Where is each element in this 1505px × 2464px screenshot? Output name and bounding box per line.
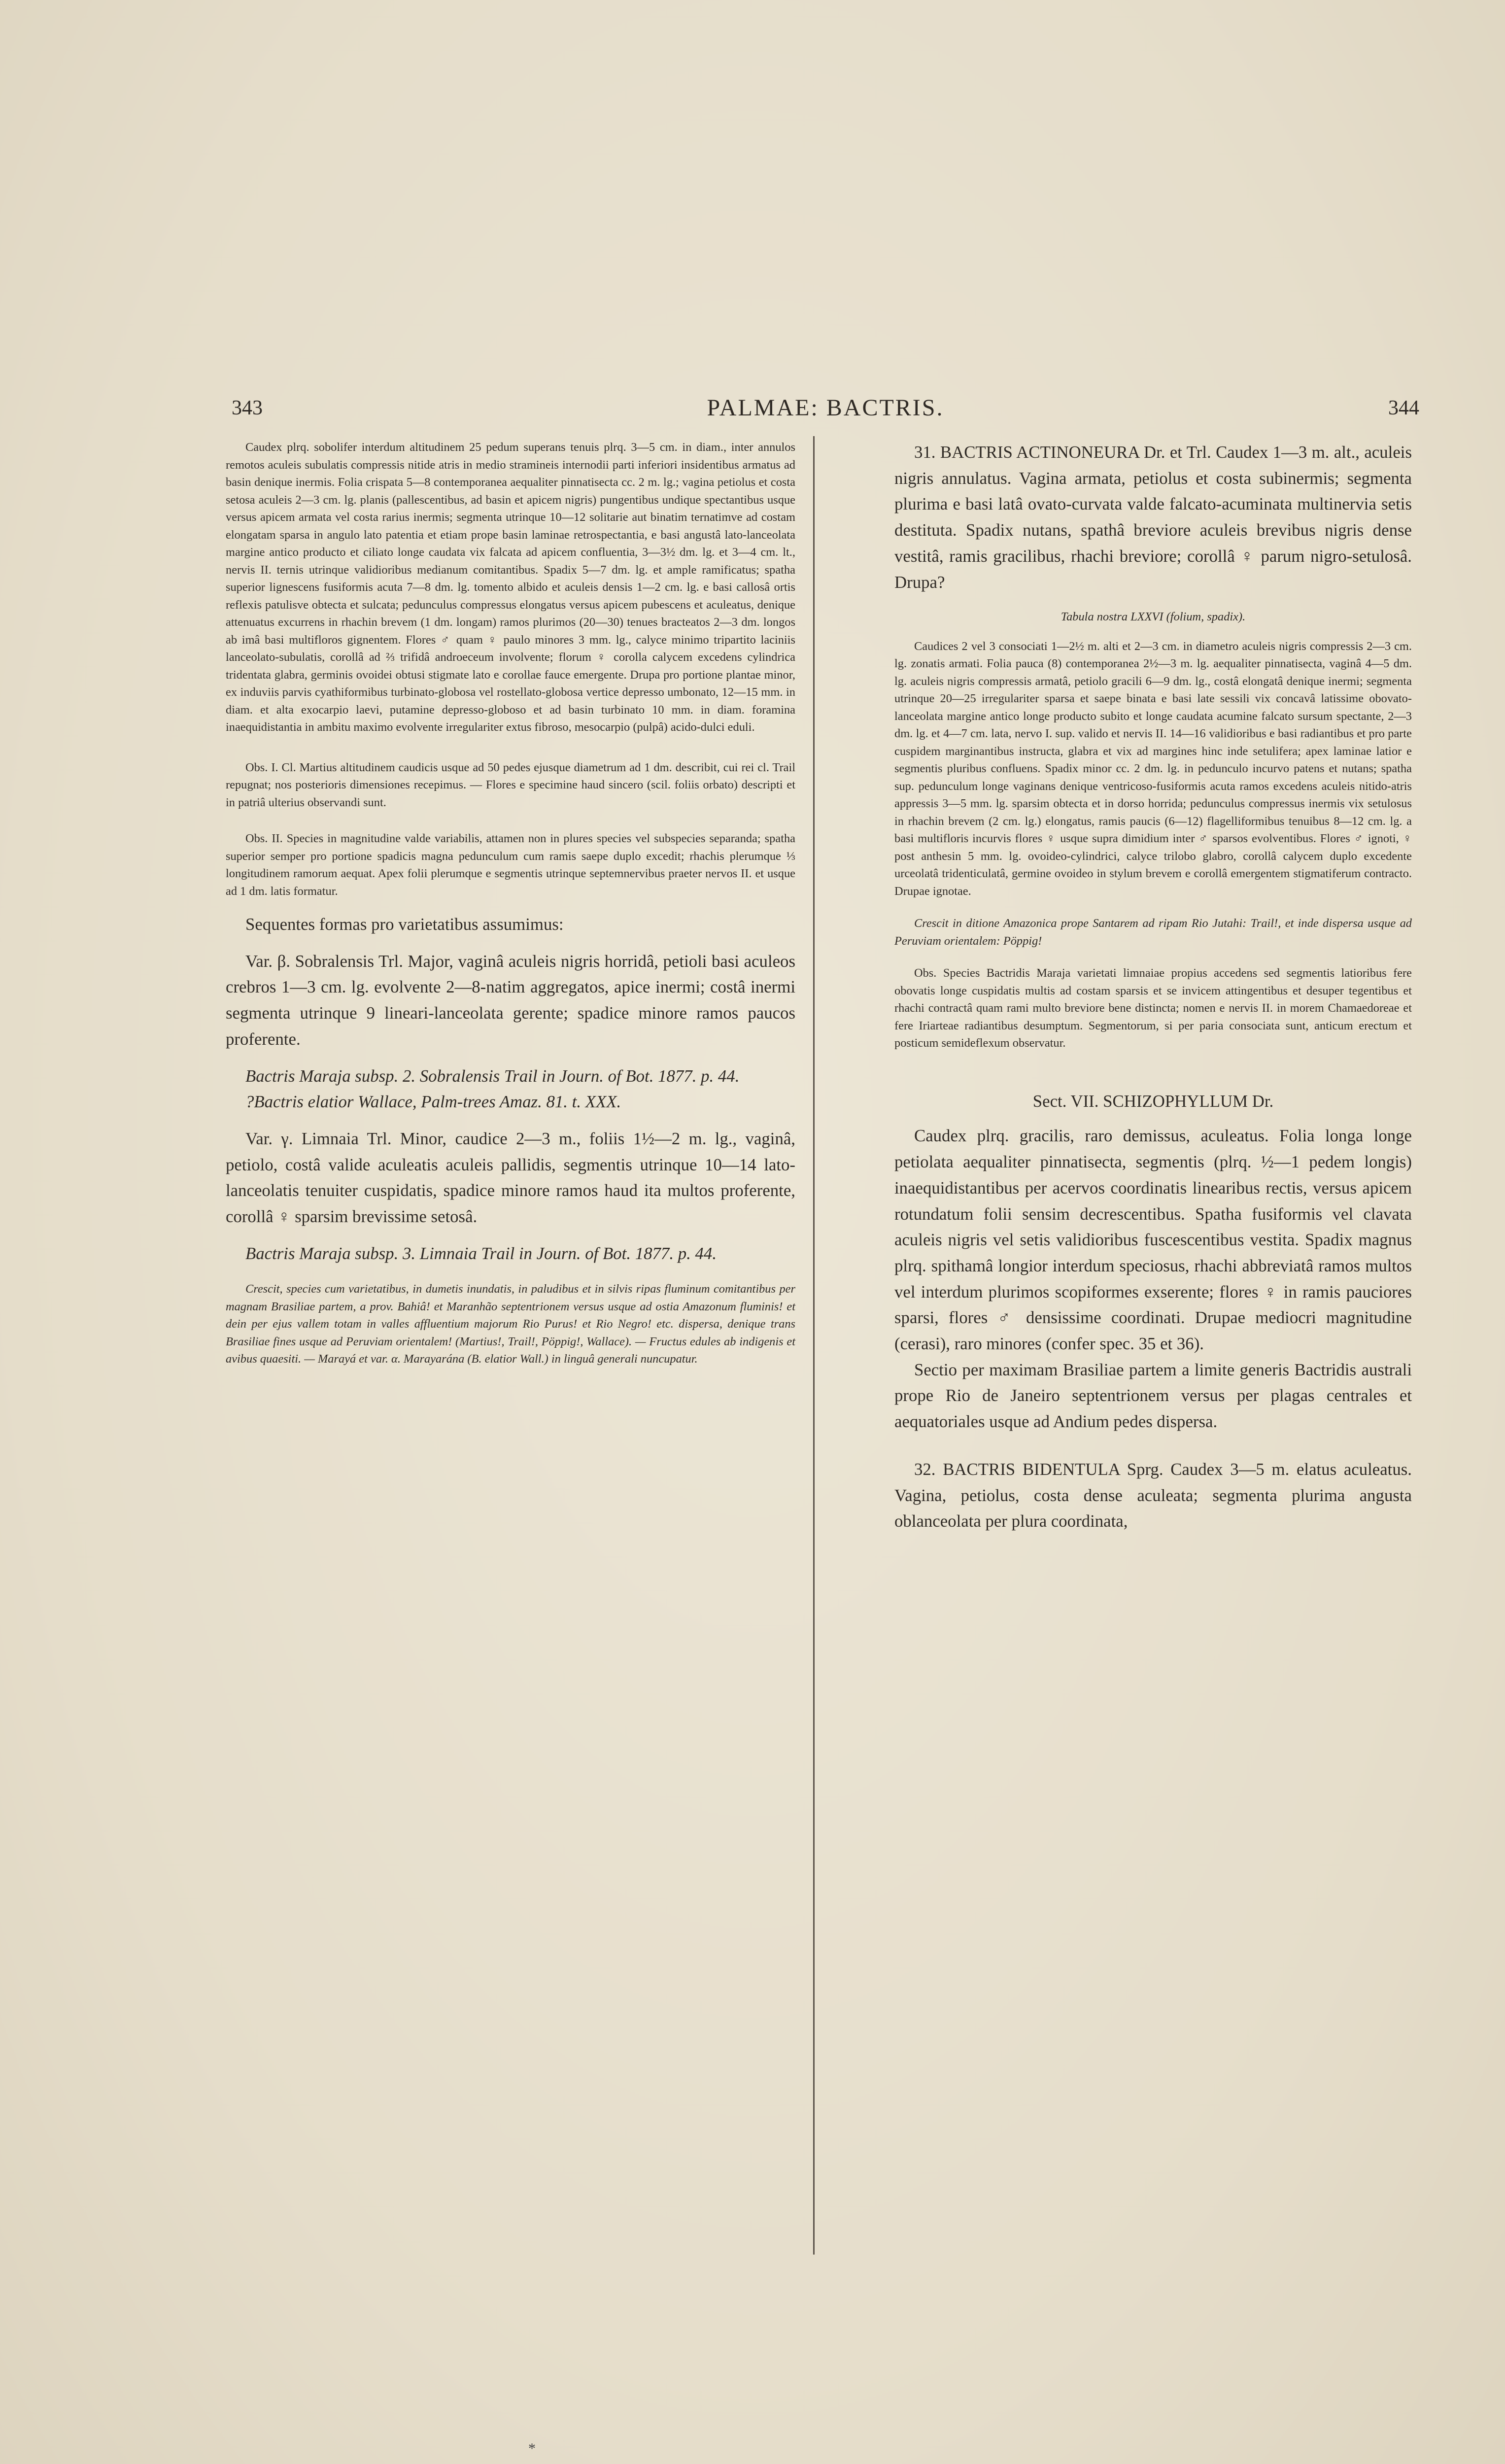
section-heading: Sect. VII. SCHIZOPHYLLUM Dr. — [1032, 1091, 1274, 1111]
observation-2: Obs. II. Species in magnitudine valde variabilis, attamen non in plures species vel subspecies separanda; spatha superior semper pro portione spadicis magna pedunculum cum ramis saepe duplo excedit; rhachis plerumque ⅓ longitudinem ramorum aequat. Apex folii plerumque e segmentis utrinque septemnervibus praeter nervos II. et usque ad 1 dm. latis formatur. — [226, 832, 795, 898]
species-31-observation: Obs. Species Bactridis Maraja varietati limnaiae propius accedens sed segmentis latioribus fere obovatis longe cuspidatis multis ad costam sparsis et se invicem attingentibus et desuper tegentibus et rhachi contractâ quam rami multo breviore bene distincta; nomen e nervis II. in morem Chamaedoreae et fere Iriarteae radiantibus desumptum. Segmentorum, si per paria consociata sunt, anticum erectum et posticum semideflexum observatur. — [894, 966, 1412, 1050]
section-distribution: Sectio per maximam Brasiliae partem a limite generis Bactridis australi prope Rio de Janeiro septentrionem versus per plagas centrales et aequatoriales usque ad Andium pedes dispersa. — [894, 1360, 1412, 1432]
page-number-left: 343 — [232, 397, 263, 419]
column-divider — [813, 436, 815, 2255]
varieties-intro: Sequentes formas pro varietatibus assumimus: — [245, 915, 564, 934]
species-31-description: Caudices 2 vel 3 consociati 1—2½ m. alti et 2—3 cm. in diametro aculeis nigris compressis 2—3 cm. lg. zonatis armati. Folia pauca (8) contemporanea 2½—3 m. lg. aequaliter pinnatisecta, vaginâ 4—5 dm. lg. aculeis nigris compressis armatâ, petiolo gracili 6—9 dm. lg., costâ elongatâ denique inermi; segmenta utrinque 20—25 irregulariter sparsa et saepe binata e basi late sessili vix concavâ latissime obovato-lanceolata margine antico longe producto subito et longe caudata acumine falcato sursum spectante, 2—3 dm. lg. et 4—7 cm. lata, nervo I. sup. valido et nervis II. 14—16 validioribus e basi radiantibus et pro parte cuspidem marginantibus instructa, glabra et vix ad margines hinc inde setulifera; apex laminae latior e segmentis pluribus confluens. Spadix minor cc. 2 dm. lg. in pedunculo incurvo patens et nutans; spatha sup. pedunculum longe vaginans denique ventricoso-fusiformis acuta ramos excedens aculeis nitido-atris appressis 3—5 mm. lg. sparsim obtecta et in dorso horrida; pedunculus compressus inermis vix setulosus in rhachin brevem (2 cm. lg.) elongatus, ramis paucis (6—12) flagelliformibus tenuibus 8—12 cm. lg. a basi multifloris incurvis flores ♀ usque supra dimidium inter ♂ sparsos evolventibus. Flores ♂ ignoti, ♀ post anthesin 5 mm. lg. ovoideo-cylindrici, calyce trilobo glabro, corollâ calycem duplo excedente urceolatâ tridenticulatâ, germine ovoideo in stylum brevem e corollâ emergentem stigmatiferum contracto. Drupae ignotae. — [894, 639, 1412, 898]
footer-mark: * — [528, 2440, 536, 2457]
running-head: PALMAE: BACTRIS. — [707, 395, 944, 421]
observation-1: Obs. I. Cl. Martius altitudinem caudicis usque ad 50 pedes ejusque diametrum ad 1 dm. describit, cui rei cl. Trail repugnat; nos posterioris dimensiones recepimus. — Flores e specimine haud sincero (scil. foliis orbato) descripti et in patriâ ulterius observandi sunt. — [226, 760, 795, 809]
plate-reference: Tabula nostra LXXVI (folium, spadix). — [1060, 610, 1246, 624]
variety-gamma-ref: Bactris Maraja subsp. 3. Limnaia Trail in Journ. of Bot. 1877. p. 44. — [245, 1243, 717, 1263]
right-column — [894, 439, 1412, 1535]
species-31-habitat: Crescit in ditione Amazonica prope Santarem ad ripam Rio Jutahi: Trail!, et inde dispersa usque ad Peruviam orientalem: Pöppig! — [894, 917, 1412, 948]
page-number-right: 344 — [1388, 397, 1419, 419]
page-header — [232, 396, 1419, 426]
section-description: Caudex plrq. gracilis, raro demissus, aculeatus. Folia longa longe petiolata aequaliter pinnatisecta, segmentis (plrq. ½—1 pedem longis) inaequidistantibus per acervos coordinatis linearibus rectis, versus apicem rotundatum folii sensim decrescentibus. Spatha fusiformis vel clavata aculeis nigris vel setis validioribus fuscescentibus vestita. Spadix magnus plrq. spithamâ longior interdum speciosus, rhachi abbreviatâ ramos multos vel interdum plurimos scopiformes exserente; flores ♀ in ramis pauciores sparsi, flores ♂ densissime coordinati. Drupae mediocri magnitudine (cerasi), raro minores (confer spec. 35 et 36). — [894, 1126, 1412, 1354]
habitat-note: Crescit, species cum varietatibus, in dumetis inundatis, in paludibus et in silvis ripas fluminum comitantibus per magnam Brasiliae partem, a prov. Bahiâ! et Maranhão septentrionem versus usque ad ostia Amazonum fluminis! et dein per ejus vallem totam in valles affluentium majorum Rio Purus! et Rio Negro! etc. dispersa, denique trans Brasiliae fines usque ad Peruviam orientalem! (Martius!, Trail!, Pöppig!, Wallace). — Fructus edules ab indigenis et avibus quaesiti. — Marayá et var. α. Marayarána (B. elatior Wall.) in linguâ generali nuncupatur. — [226, 1282, 795, 1366]
species-description: Caudex plrq. sobolifer interdum altitudinem 25 pedum superans tenuis plrq. 3—5 cm. in diam., inter annulos remotos aculeis subulatis compressis nitide atris in medio stramineis internodii parti inferiori insidentibus armatus ad basin denique inermis. Folia crispata 5—8 contemporanea aequaliter pinnatisecta cc. 2 m. lg.; vagina petiolus et costa setosa aculeis 2—3 cm. lg. planis (pallescentibus, ad basin et apicem nigris) pungentibus undique spectantibus usque versus apicem armata vel costa rarius inermis; segmenta utrinque 10—12 solitarie aut binatim ternatimve ad costam elongatam sparsa in angulo lato patentia et etiam prope basin laminae retrospectantia, e basi angustâ lato-lanceolata margine antico producto et ciliato longe caudata vix falcata ad apicem confluentia, 3—3½ dm. lg. et 3—4 cm. lt., nervis II. ternis utrinque validioribus medianum comitantibus. Spadix 5—7 dm. lg. et ample ramificatus; spatha superior lignescens fusiformis acuta 7—8 dm. lg. tomento albido et aculeis densis 1—2 cm. lg. e basi callosâ ortis reflexis patulisve obtecta et sulcata; pedunculus compressus elongatus versus apicem pubescens et aculeatus, denique attenuatus excurrens in rhachin brevem (1 dm. longam) ramos plurimos (20—30) tenues bracteatos 2—3 dm. longos ab imâ basi multifloros gignentem. Flores ♂ quam ♀ paulo minores 3 mm. lg., calyce minimo tripartito laciniis lanceolato-subulatis, corollâ ad ⅔ trifidâ androeceum involvente; florum ♀ corolla calycem excedens cylindrica tridentata glabra, germinis ovoidei obtusi stigmate lato e corollae fauce emergente. Drupa pro portione plantae minor, ex induviis parvis cyathiformibus turbinato-globosa vel rostellato-globosa vertice depresso umbonato, 12—15 mm. in diam. et alta exocarpio laevi, putamine depresso-globoso et ad basin turbinato 10 mm. in diam. foramina inaequidistantia in ambitu maximo evolvente irregulariter extus fibroso, mesocarpio (pulpâ) acido-dulci eduli. — [226, 441, 795, 734]
variety-beta: Var. β. Sobralensis Trl. Major, vaginâ aculeis nigris horridâ, petioli basi aculeos crebros 1—3 cm. lg. evolvente 2—8-natim aggregatos, apice inermi; costâ inermi segmenta utrinque 9 lineari-lanceolata gerente; spadice minore ramos paucos proferente. — [226, 951, 795, 1049]
left-column — [226, 439, 795, 1368]
variety-gamma: Var. γ. Limnaia Trl. Minor, caudice 2—3 m., foliis 1½—2 m. lg., vaginâ, petiolo, costâ valide aculeatis aculeis pallidis, segmentis utrinque 10—14 lato-lanceolatis tenuiter cuspidatis, spadice minore ramos haud ita multos proferente, corollâ ♀ sparsim brevissime setosâ. — [226, 1129, 795, 1227]
species-32-diagnosis: 32. BACTRIS BIDENTULA Sprg. Caudex 3—5 m. elatus aculeatus. Vagina, petiolus, costa dense aculeata; segmenta plurima angusta oblanceolata per plura coordinata, — [894, 1459, 1412, 1531]
variety-beta-ref-2: ?Bactris elatior Wallace, Palm-trees Amaz. 81. t. XXX. — [245, 1092, 621, 1112]
variety-beta-ref-1: Bactris Maraja subsp. 2. Sobralensis Trail in Journ. of Bot. 1877. p. 44. — [245, 1066, 740, 1086]
species-31-diagnosis: 31. BACTRIS ACTINONEURA Dr. et Trl. Caudex 1—3 m. alt., aculeis nigris annulatus. Vagina armata, petiolus et costa subinermis; segmenta plurima e basi latâ ovato-curvata valde falcato-acuminata multinervia setis destituta. Spadix nutans, spathâ breviore aculeis brevibus nigris dense vestitâ, ramis gracilibus, rhachi breviore; corollâ ♀ parum nigro-setulosâ. Drupa? — [894, 443, 1412, 592]
